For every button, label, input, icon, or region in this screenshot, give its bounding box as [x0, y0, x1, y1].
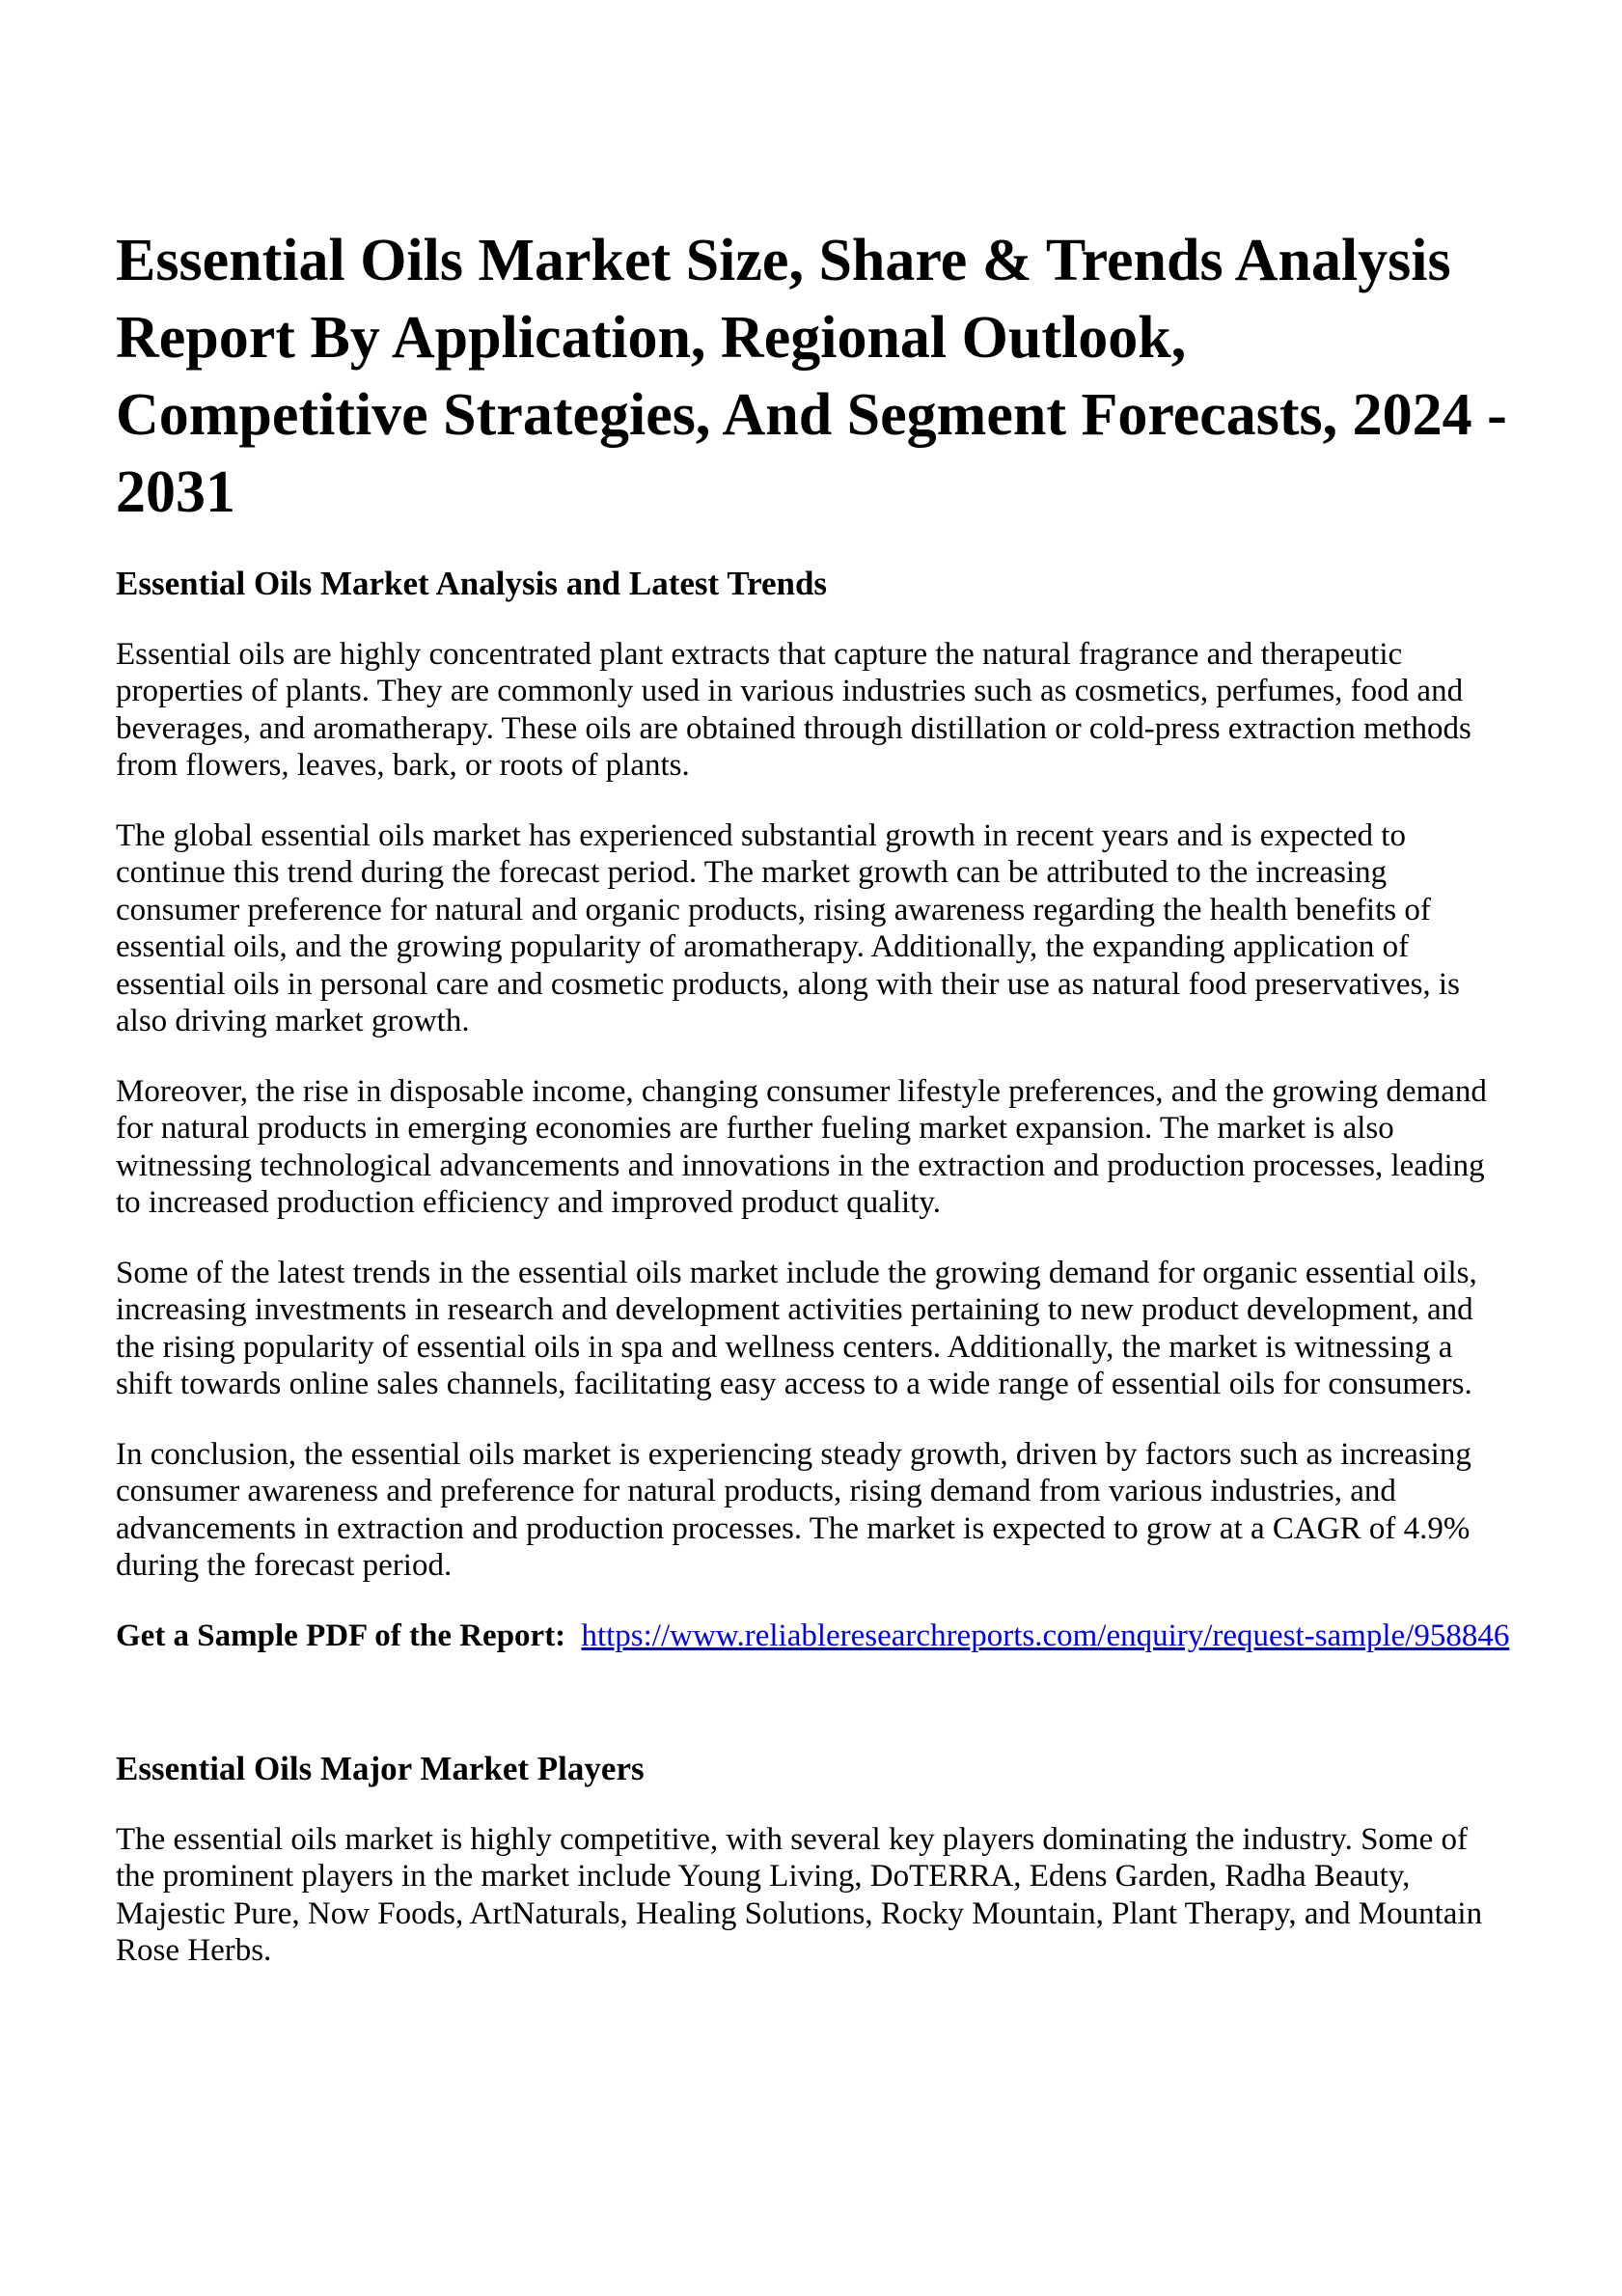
paragraph-market-growth: The global essential oils market has experienced substantial growth in recent years and is expected to continue this trend during the forecast period. The market growth can be attributed to the increasing consumer preference for natural and organic products, rising awareness regarding the health benefits of essential oils, and the growing popularity of aromatherapy. Additionally, the expanding application of essential oils in personal care and cosmetic products, along with their use as natural food preservatives, is also driving market growth. — [116, 817, 1460, 1038]
paragraph-intro-overview: Essential oils are highly concentrated plant extracts that capture the natural fragrance and therapeutic properties of plants. They are commonly used in various industries such as cosmetics, perfumes, food and beverages, and aromatherapy. These oils are obtained through distillation or cold-press extraction methods from flowers, leaves, bark, or roots of plants. — [116, 636, 1471, 783]
paragraph-latest-trends: Some of the latest trends in the essential oils market include the growing demand for organic essential oils, increasing investments in research and development activities pertaining to new product development, and the rising popularity of essential oils in spa and wellness centers. Additionally, the market is witnessing a shift towards online sales channels, facilitating easy access to a wide range of essential oils for consumers. — [116, 1255, 1477, 1401]
paragraph-conclusion: In conclusion, the essential oils market is experiencing steady growth, driven by factors such as increasing consumer awareness and preference for natural products, rising demand from various industries, and advancements in extraction and production processes. The market is expected to grow at a CAGR of 4.9% during the forecast period. — [116, 1436, 1471, 1583]
sample-pdf-link[interactable]: https://www.reliableresearchreports.com/enquiry/request-sample/958846 — [581, 1618, 1510, 1653]
paragraph-market-expansion: Moreover, the rise in disposable income, changing consumer lifestyle preferences, and the growing demand for natural products in emerging economies are further fueling market expansion. The market is also witnessing technological advancements and innovations in the extraction and production processes, leading to increased production efficiency and improved product quality. — [116, 1073, 1487, 1220]
section-heading-major-market-players: Essential Oils Major Market Players — [116, 1750, 645, 1787]
sample-pdf-label: Get a Sample PDF of the Report: — [116, 1618, 566, 1653]
paragraph-market-players: The essential oils market is highly competitive, with several key players dominating the industry. Some of the prominent players in the market include Young Living, DoTERRA, Edens Garden, Radha Beauty, Majestic Pure, Now Foods, ArtNaturals, Healing Solutions, Rocky Mountain, Plant Therapy, and Mountain Rose Herbs. — [116, 1821, 1483, 1968]
sample-pdf-line — [116, 1618, 1510, 1655]
section-heading-market-analysis: Essential Oils Market Analysis and Latest Trends — [116, 565, 828, 602]
report-title: Essential Oils Market Size, Share & Trends Analysis Report By Application, Regional Outlook, Competitive Strategies, And Segment Forecasts, 2024 - 2031 — [116, 228, 1507, 525]
